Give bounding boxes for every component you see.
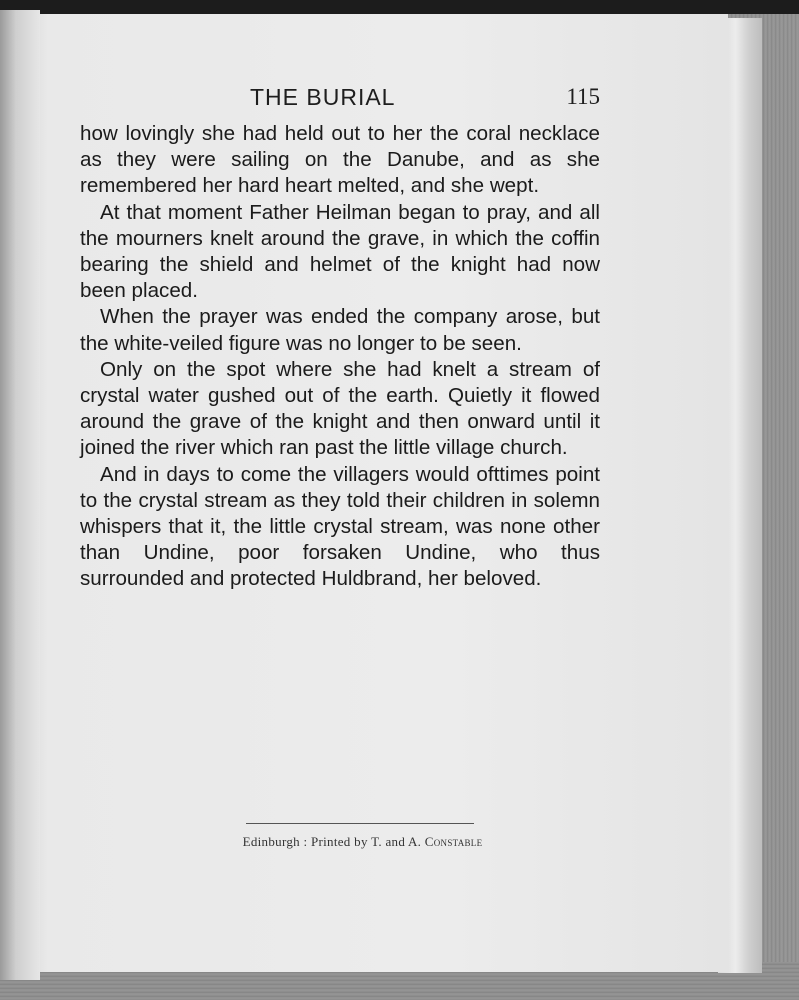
paragraph: When the prayer was ended the company arose, but the white-veiled figure was no longer to be seen. (80, 305, 600, 355)
imprint-prefix: Edinburgh : Printed by T. and A. (242, 834, 425, 849)
running-title: THE BURIAL (250, 84, 396, 110)
printer-imprint (80, 834, 645, 850)
paragraph: And in days to come the villagers would ofttimes point to the crystal stream as they told their children in solemn whispers that it, the little crystal stream, was none other than Undine, poor forsaken Undine, who thus surrounded and protected Huldbrand, her beloved. (80, 462, 600, 591)
running-header (80, 84, 600, 114)
body-text (80, 121, 600, 593)
page-number: 115 (566, 84, 600, 109)
imprint-divider (246, 823, 474, 824)
paragraph: At that moment Father Heilman began to pray, and all the mourners knelt around the grave, in which the coffin bearing the shield and helmet of the knight had now been placed. (80, 200, 600, 303)
paragraph: Only on the spot where she had knelt a stream of crystal water gushed out of the earth. Quietly it flowed around the grave of the knight and then onward until it joined the river which ran past the little village church. (80, 357, 600, 460)
paragraph: how lovingly she had held out to her the coral necklace as they were sailing on the Danube, and as she remembered her hard heart melted, and she wept. (80, 122, 600, 198)
imprint-printer-name: Constable (424, 834, 483, 849)
page-gutter-shadow (0, 10, 40, 980)
